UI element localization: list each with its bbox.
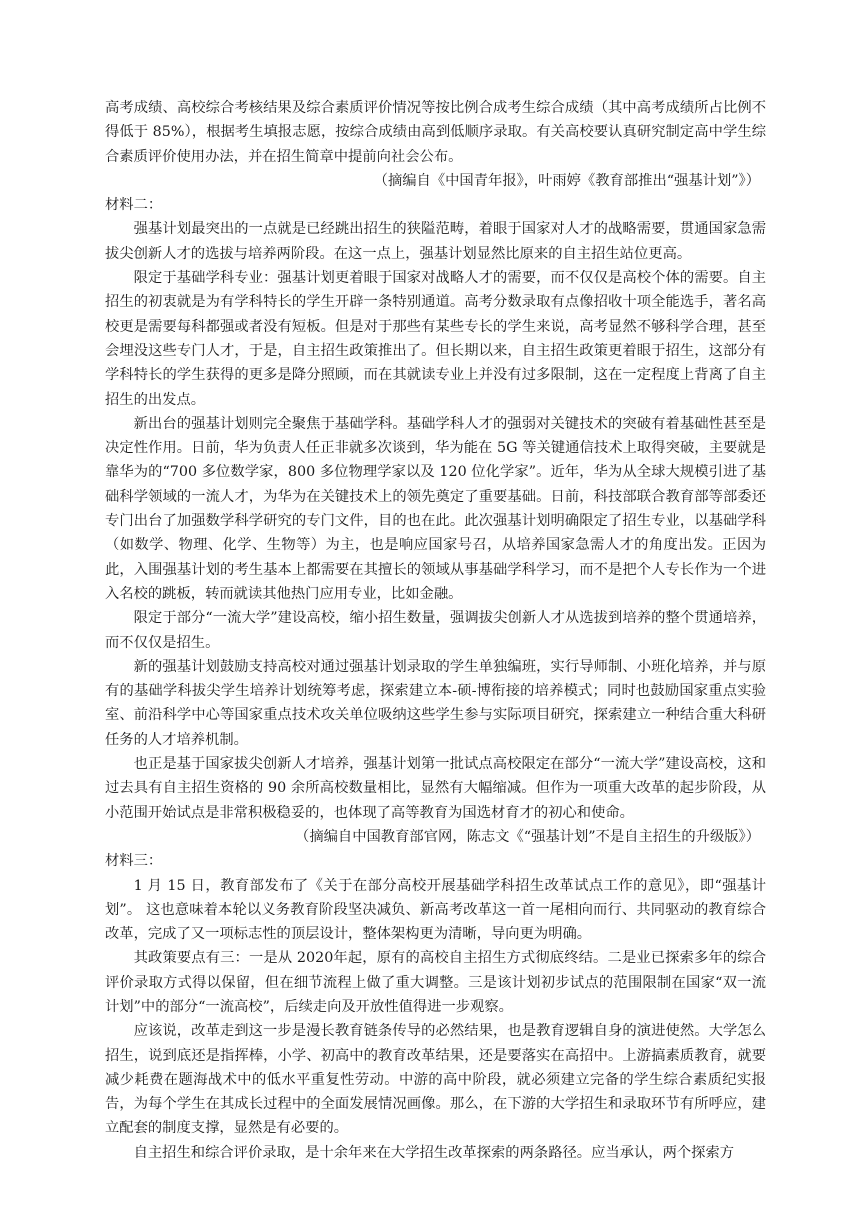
paragraph: 新出台的强基计划则完全聚焦于基础学科。基础学科人才的强弱对关键技术的突破有着基础性甚至是决定性作用。日前，华为负责人任正非就多次谈到，华为能在 5G 等关键通信技术上取得突破，主要就是靠华为的“700 多位数学家，800 多位物理学家以及 120 位化学家”。近年，华为从全球大规模引进了基础科学领域的一流人才，为华为在关键技术上的领先奠定了重要基础。日前，科技部联合教育部等部委还专门出台了加强数学科学研究的专门文件，目的也在此。此次强基计划明确限定了招生专业，以基础学科（如数学、物理、化学、生物等）为主，也是响应国家号召，从培养国家急需人才的角度出发。正因为此，入围强基计划的考生基本上都需要在其擅长的领域从事基础学科学习，而不是把个人专长作为一个进入名校的跳板，转而就读其他热门应用专业，比如金融。 bbox=[105, 415, 766, 602]
paragraph: 应该说，改革走到这一步是漫长教育链条传导的必然结果，也是教育逻辑自身的演进使然。大学怎么招生，说到底还是指挥棒，小学、初高中的教育改革结果，还是要落实在高招中。上游搞素质教育，就要减少耗费在题海战术中的低水平重复性劳动。中游的高中阶段，就必须建立完备的学生综合素质纪实报告，为每个学生在其成长过程中的全面发展情况画像。那么，在下游的大学招生和录取环节有所呼应，建立配套的制度支撑，显然是有必要的。 bbox=[105, 1023, 766, 1137]
source-citation: （摘编自《中国青年报》，叶雨婷《教育部推出“强基计划”》） bbox=[373, 172, 760, 189]
paragraph: 限定于基础学科专业：强基计划更着眼于国家对战略人才的需要，而不仅仅是高校个体的需要。自主招生的初衷就是为有学科特长的学生开辟一条特别通道。高考分数录取有点像招收十项全能选手，著名高校更是需要每科都强或者没有短板。但是对于那些有某些专长的学生来说，高考显然不够科学合理，甚至会埋没这些专门人才，于是，自主招生政策推出了。但长期以来，自主招生政策更着眼于招生，这部分有学科特长的学生获得的更多是降分照顾，而在其就读专业上并没有过多限制，这在一定程度上背离了自主招生的出发点。 bbox=[105, 270, 766, 408]
section-label: 材料二： bbox=[105, 197, 163, 214]
paragraph: 强基计划最突出的一点就是已经跳出招生的狭隘范畴，着眼于国家对人才的战略需要，贯通国家急需拔尖创新人才的选拔与培养两阶段。在这一点上，强基计划显然比原来的自主招生站位更高。 bbox=[105, 221, 766, 262]
paragraph: 也正是基于国家拔尖创新人才培养，强基计划第一批试点高校限定在部分“一流大学”建设高校，这和过去具有自主招生资格的 90 余所高校数量相比，显然有大幅缩减。但作为一项重大改革的起步阶段，从小范围开始试点是非常积极稳妥的，也体现了高等教育为国选材育才的初心和使命。 bbox=[105, 756, 766, 821]
paragraph: 1 月 15 日，教育部发布了《关于在部分高校开展基础学科招生改革试点工作的意见》，即“强基计划”。 这也意味着本轮以义务教育阶段坚决减负、新高考改革这一首一尾相向而行、共同驱动的教育综合改革，完成了又一项标志性的顶层设计，整体架构更为清晰，导向更为明确。 bbox=[105, 877, 766, 943]
paragraph: 高考成绩、高校综合考核结果及综合素质评价情况等按比例合成考生综合成绩（其中高考成绩所占比例不得低于 85%），根据考生填报志愿，按综合成绩由高到低顺序录取。有关高校要认真研究制定高中学生综合素质评价使用办法，并在招生简章中提前向社会公布。 bbox=[105, 100, 766, 165]
paragraph: 其政策要点有三：一是从 2020年起，原有的高校自主招生方式彻底终结。二是业已探索多年的综合评价录取方式得以保留，但在细节流程上做了重大调整。三是该计划初步试点的范围限制在国家“双一流计划”中的部分“一流高校”，后续走向及开放性值得进一步观察。 bbox=[105, 950, 766, 1015]
source-citation: （摘编自中国教育部官网，陈志文《“强基计划”不是自主招生的升级版》） bbox=[295, 828, 760, 845]
section-label: 材料三： bbox=[105, 853, 163, 870]
paragraph: 新的强基计划鼓励支持高校对通过强基计划录取的学生单独编班，实行导师制、小班化培养，并与原有的基础学科拔尖学生培养计划统筹考虑，探索建立本-硕-博衔接的培养模式；同时也鼓励国家重点实验室、前沿科学中心等国家重点技术攻关单位吸纳这些学生参与实际项目研究，探索建立一种结合重大科研任务的人才培养机制。 bbox=[105, 658, 766, 748]
paragraph: 自主招生和综合评价录取，是十余年来在大学招生改革探索的两条路径。应当承认，两个探索方 bbox=[133, 1144, 735, 1161]
paragraph: 限定于部分“一流大学”建设高校，缩小招生数量，强调拔尖创新人才从选拔到培养的整个贯通培养，而不仅仅是招生。 bbox=[105, 610, 766, 651]
